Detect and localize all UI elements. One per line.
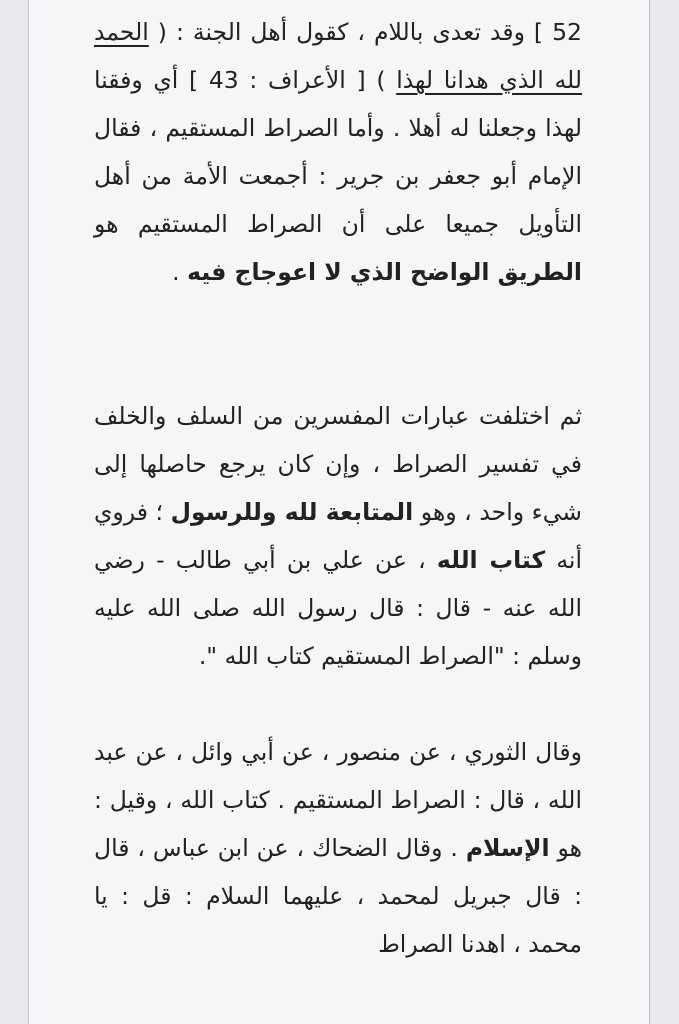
paragraph-2 xyxy=(94,392,582,680)
quoted-verse-underlined: الحمد لله الذي هدانا لهذا xyxy=(94,18,582,94)
bold-following: المتابعة لله وللرسول xyxy=(170,498,414,526)
paragraph-1-text-e: . xyxy=(172,258,188,286)
paragraph-1-text-c: ) [ الأعراف : 43 ] أي وفقنا لهذا وجعلنا له أهلا . وأما الصراط المستقيم ، فقال الإمام أبو جعفر بن جرير : أجمعت الأمة من أهل التأويل جميعا على أن الصراط المستقيم هو xyxy=(94,66,582,238)
paragraph-2-text-a: ثم اختلفت عبارات المفسرين من السلف والخلف في تفسير الصراط ، وإن كان يرجع حاصلها إلى شيء واحد ، وهو xyxy=(94,402,582,526)
paragraph-3-text-c: . وقال الضحاك ، عن ابن عباس ، قال : قال جبريل لمحمد ، عليهما السلام : قل : يا محمد ، اهدنا الصراط xyxy=(94,834,582,958)
paragraph-3-text-a: وقال الثوري ، عن منصور ، عن أبي وائل ، عن عبد الله ، قال : الصراط المستقيم . كتاب الله ، وقيل : هو xyxy=(94,738,582,862)
paragraph-2-text-e: ، عن علي بن أبي طالب - رضي الله عنه - قال : قال رسول الله صلى الله عليه وسلم : "الصراط المستقيم كتاب الله ". xyxy=(94,546,582,670)
bold-islam: الإسلام xyxy=(465,834,550,862)
bold-book-of-allah: كتاب الله xyxy=(436,546,546,574)
paragraph-1-text-a: 52 ] وقد تعدى باللام ، كقول أهل الجنة : ( xyxy=(148,18,582,46)
document-text[interactable] xyxy=(94,8,582,968)
paragraph-2-text-c: ؛ فروي أنه xyxy=(94,498,582,574)
bold-definition: الطريق الواضح الذي لا اعوجاج فيه xyxy=(187,258,582,286)
paragraph-3 xyxy=(94,728,582,968)
paragraph-1 xyxy=(94,8,582,296)
